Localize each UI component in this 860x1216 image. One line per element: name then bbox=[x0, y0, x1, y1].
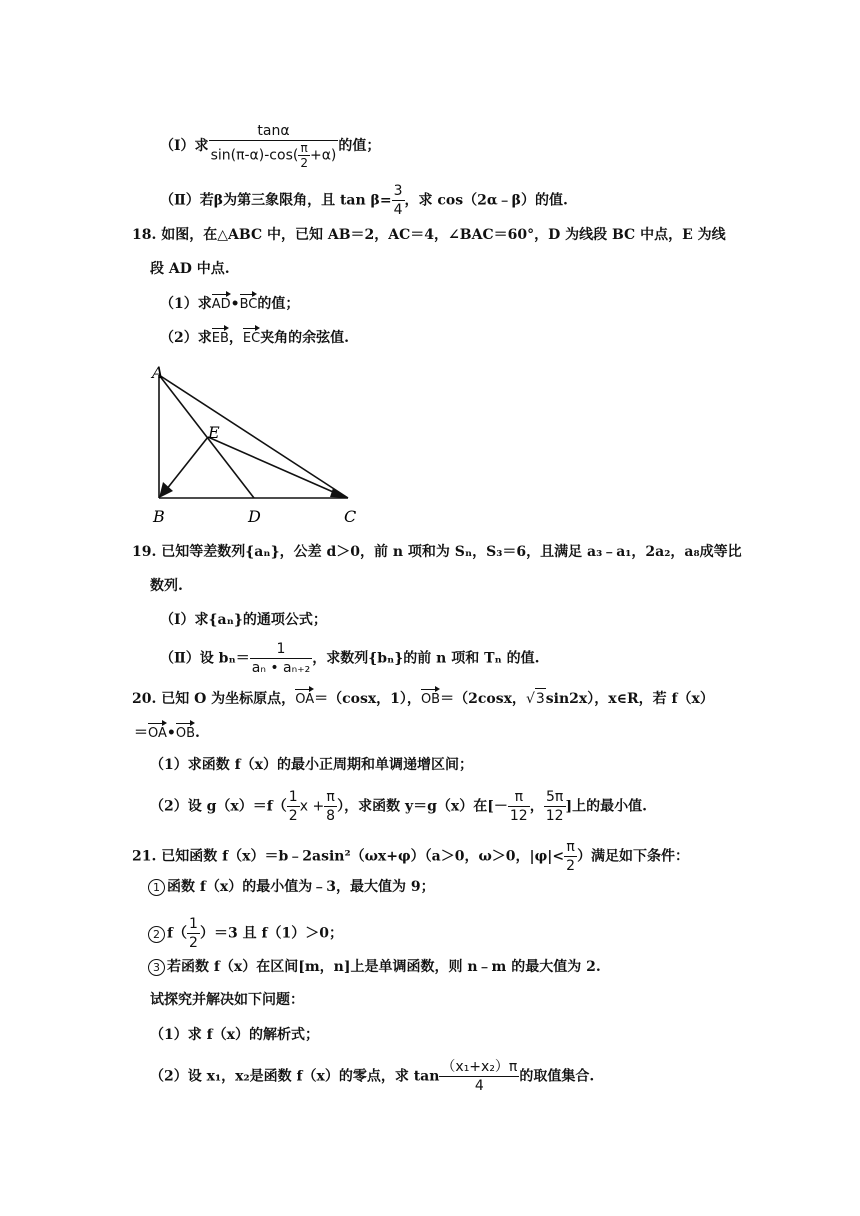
circled-1-icon: 1 bbox=[148, 879, 165, 896]
q21-part2-frac-den: 4 bbox=[474, 1078, 484, 1094]
q21-c2-frac-num: 1 bbox=[189, 916, 198, 932]
q17-part2-frac-num: 3 bbox=[393, 183, 403, 199]
frac1-num: 1 bbox=[288, 789, 298, 805]
q20-stem-d: sin2x），x∈R，若 f（x） bbox=[545, 691, 714, 707]
label-C: C bbox=[344, 507, 357, 526]
segment-EC bbox=[208, 437, 340, 495]
q17-part1-label: （Ⅰ）求 bbox=[160, 138, 209, 154]
q17-part1-tail: 的值； bbox=[338, 138, 381, 154]
q18-stem-line2: 段 AD 中点. bbox=[150, 261, 230, 277]
q21-lead-text: 试探究并解决如下问题： bbox=[150, 992, 304, 1008]
q18-part1-label: （1）求 bbox=[160, 296, 212, 312]
q19-stem-line2: 数列. bbox=[150, 578, 183, 594]
vector-OA: OA bbox=[295, 686, 314, 710]
q20-stem-c: ＝（2cosx， bbox=[440, 691, 526, 707]
q19-part2-label: （Ⅱ）设 bₙ＝ bbox=[160, 650, 250, 667]
q17-part2-frac-den: 4 bbox=[393, 202, 403, 218]
q18-part2 bbox=[160, 325, 349, 349]
q21-part2-b: 的取值集合. bbox=[519, 1068, 595, 1085]
q19-frac-den: aₙ • aₙ₊₂ bbox=[251, 660, 311, 676]
q17-inner-den: 2 bbox=[300, 156, 308, 170]
q20-part2 bbox=[150, 788, 647, 825]
frac4-den: 12 bbox=[545, 808, 564, 824]
q18-line1 bbox=[132, 225, 726, 245]
q17-part2 bbox=[160, 182, 568, 219]
arrowhead-C bbox=[330, 488, 348, 498]
q21-part2-a: （2）设 x₁，x₂是函数 f（x）的零点，求 tan bbox=[150, 1068, 440, 1085]
q18-part1 bbox=[160, 291, 299, 315]
q21-part1 bbox=[150, 1025, 319, 1045]
vector-OB: OB bbox=[421, 686, 440, 710]
q20-part2-b: ），求函数 y＝g（x）在[－ bbox=[337, 798, 508, 815]
q20-part2-a: （2）设 g（x）＝f（ bbox=[150, 798, 287, 815]
q21-part2 bbox=[150, 1058, 594, 1095]
q20-period: . bbox=[195, 725, 200, 741]
frac3-num: π bbox=[508, 788, 530, 807]
dot-operator-2: • bbox=[166, 725, 176, 741]
q18-stem-line1: 如图，在△ABC 中，已知 AB＝2，AC＝4，∠BAC＝60°，D 为线段 BC 中点，E 为线 bbox=[161, 227, 726, 243]
vector-BC: BC bbox=[240, 291, 258, 315]
q20-number: 20. bbox=[132, 691, 157, 707]
q21-c2-b: ）＝3 且 f（1）＞0； bbox=[199, 925, 343, 942]
q18-part1-tail: 的值； bbox=[257, 296, 300, 312]
circled-2-icon: 2 bbox=[148, 926, 165, 943]
q17-part2-text: （Ⅱ）若β为第三象限角，且 tan β= bbox=[160, 192, 392, 209]
triangle-figure bbox=[148, 360, 368, 526]
q21-lead bbox=[150, 990, 304, 1010]
q20-eq: ＝ bbox=[134, 725, 148, 741]
q20-part2-c: ， bbox=[529, 798, 544, 815]
q18-number: 18. bbox=[132, 227, 157, 243]
q21-c2-a: f（ bbox=[167, 925, 188, 942]
separator: ， bbox=[228, 330, 243, 346]
vector-OA-2: OA bbox=[148, 720, 167, 744]
median-AD bbox=[159, 375, 254, 498]
vector-EB: EB bbox=[212, 325, 229, 349]
q20-line1 bbox=[132, 686, 714, 710]
q19-part1 bbox=[160, 610, 327, 630]
q21-condition1 bbox=[148, 877, 435, 897]
q21-line1 bbox=[132, 838, 689, 875]
sqrt-radicand: 3 bbox=[535, 688, 546, 709]
q17-part1-fraction bbox=[209, 122, 339, 170]
frac3-den: 12 bbox=[509, 808, 528, 824]
frac4-num: 5π bbox=[544, 788, 566, 807]
q19-line1 bbox=[132, 542, 742, 562]
q18-part2-tail: 夹角的余弦值. bbox=[260, 330, 350, 346]
q19-frac-num: 1 bbox=[250, 640, 312, 659]
sqrt-icon: √ bbox=[525, 691, 535, 707]
q21-c1-text: 函数 f（x）的最小值为﹣3，最大值为 9； bbox=[167, 879, 435, 895]
frac2-num: π bbox=[324, 788, 337, 807]
label-A: A bbox=[152, 363, 164, 382]
q20-part1 bbox=[150, 755, 473, 775]
q21-part2-frac-num: （x₁+x₂）π bbox=[441, 1059, 518, 1075]
q21-c3-text: 若函数 f（x）在区间[m，n]上是单调函数，则 n﹣m 的最大值为 2. bbox=[167, 959, 601, 975]
q21-condition3 bbox=[148, 957, 601, 977]
q17-fraction-denominator bbox=[209, 141, 339, 170]
q21-stem-a: 已知函数 f（x）＝b﹣2asin²（ωx+φ）（a＞0，ω＞0，|φ|< bbox=[161, 848, 565, 865]
q19-part2 bbox=[160, 640, 540, 677]
q17-part2-tail: ，求 cos（2α﹣β）的值. bbox=[404, 192, 568, 209]
vector-EC: EC bbox=[243, 325, 260, 349]
vector-AD: AD bbox=[212, 291, 231, 315]
label-D: D bbox=[248, 507, 261, 526]
q21-number: 21. bbox=[132, 848, 157, 865]
q18-part2-label: （2）求 bbox=[160, 330, 212, 346]
q17-den-tail: +α) bbox=[309, 147, 337, 164]
label-B: B bbox=[153, 507, 165, 526]
q20-stem-b: ＝（cosx，1）， bbox=[314, 691, 421, 707]
q20-stem-a: 已知 O 为坐标原点， bbox=[161, 691, 296, 707]
q17-inner-num: π bbox=[298, 141, 310, 156]
q21-frac-num: π bbox=[564, 838, 577, 857]
q19-number: 19. bbox=[132, 544, 157, 560]
q21-part1-text: （1）求 f（x）的解析式； bbox=[150, 1027, 319, 1043]
frac2-den: 8 bbox=[326, 808, 336, 824]
q21-frac-den: 2 bbox=[566, 858, 576, 874]
q19-stem-line1: 已知等差数列{aₙ}，公差 d＞0，前 n 项和为 Sₙ，S₃＝6，且满足 a₃﹣a₁，2a₂，a₈成等比 bbox=[161, 544, 742, 560]
segment-EB bbox=[166, 437, 208, 490]
label-E: E bbox=[208, 423, 220, 442]
q17-den-head: sin(π-α)-cos( bbox=[210, 147, 299, 164]
q21-stem-b: ）满足如下条件： bbox=[577, 848, 690, 865]
q21-condition2 bbox=[148, 915, 343, 952]
q17-part1 bbox=[160, 122, 380, 170]
q19-part1-text: （Ⅰ）求{aₙ}的通项公式； bbox=[160, 612, 327, 628]
circled-3-icon: 3 bbox=[148, 959, 165, 976]
side-AC bbox=[159, 375, 348, 498]
q17-fraction-numerator: tanα bbox=[209, 122, 339, 141]
q21-c2-frac-den: 2 bbox=[189, 935, 198, 951]
vector-OB-2: OB bbox=[176, 720, 195, 744]
q18-line2 bbox=[150, 259, 230, 279]
q20-mid: x + bbox=[299, 798, 325, 815]
q20-line2 bbox=[134, 720, 200, 744]
frac1-den: 2 bbox=[288, 808, 298, 824]
q19-line2 bbox=[150, 576, 183, 596]
q19-part2-tail: ，求数列{bₙ}的前 n 项和 Tₙ 的值. bbox=[312, 650, 540, 667]
q20-part1-text: （1）求函数 f（x）的最小正周期和单调递增区间； bbox=[150, 757, 473, 773]
q20-part2-d: ]上的最小值. bbox=[565, 798, 648, 815]
dot-operator: • bbox=[230, 296, 240, 312]
